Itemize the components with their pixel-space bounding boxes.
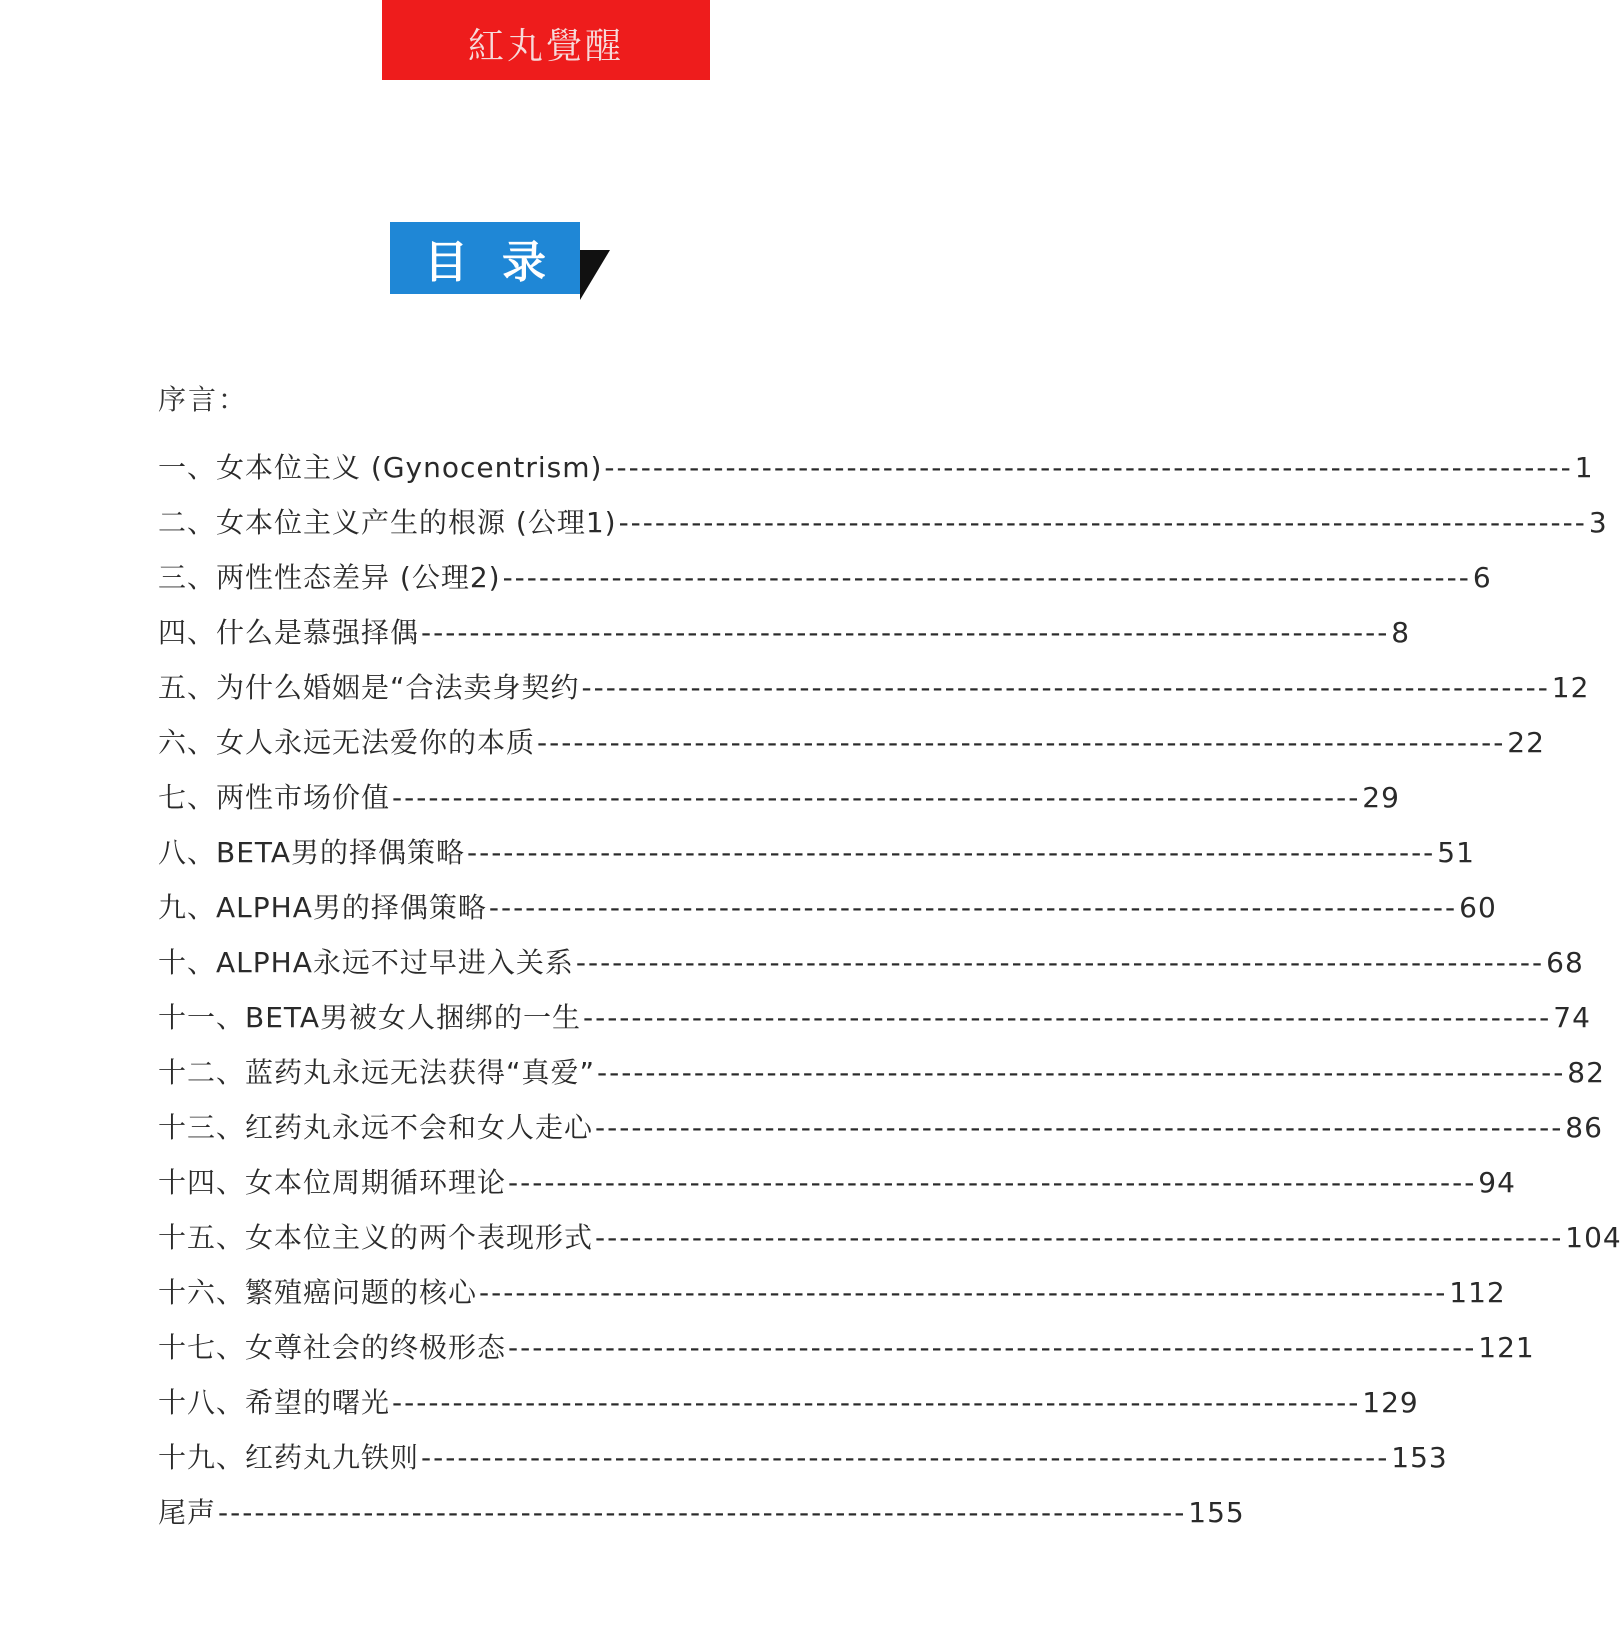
- toc-entry[interactable]: [158, 1436, 1448, 1491]
- toc-entry-page: 82: [1567, 1056, 1605, 1089]
- toc-entry-title: 十七、女尊社会的终极形态: [158, 1331, 507, 1364]
- toc-entry-title: 八、BETA男的择偶策略: [158, 836, 465, 869]
- toc-entry-title: 二、女本位主义产生的根源 (公理1): [158, 506, 617, 539]
- toc-entry-page: 112: [1449, 1276, 1506, 1309]
- toc-entry-title: 九、ALPHA男的择偶策略: [158, 891, 487, 924]
- toc-entry[interactable]: [158, 1381, 1419, 1436]
- toc-entry-title: 十四、女本位周期循环理论: [158, 1166, 507, 1199]
- toc-dot-leader: --------------------------------------------------------------------------------: [421, 1441, 1390, 1474]
- toc-dot-leader: --------------------------------------------------------------------------------: [508, 1166, 1477, 1199]
- toc-entry-page: 153: [1391, 1441, 1448, 1474]
- toc-entry-title: 四、什么是慕强择偶: [158, 616, 420, 649]
- toc-entry[interactable]: [158, 831, 1475, 886]
- toc-dot-leader: --------------------------------------------------------------------------------: [508, 1331, 1477, 1364]
- toc-entry[interactable]: [158, 1051, 1605, 1106]
- toc-entry[interactable]: [158, 996, 1591, 1051]
- toc-entry-title: 十六、繁殖癌问题的核心: [158, 1276, 478, 1309]
- toc-dot-leader: --------------------------------------------------------------------------------: [595, 1111, 1564, 1144]
- toc-entry-title: 七、两性市场价值: [158, 781, 391, 814]
- toc-entry[interactable]: [158, 556, 1492, 611]
- toc-entry-page: 12: [1551, 671, 1590, 704]
- toc-entry[interactable]: [158, 611, 1411, 666]
- toc-entry[interactable]: [158, 1491, 1245, 1546]
- toc-dot-leader: --------------------------------------------------------------------------------: [583, 1001, 1552, 1034]
- toc-entry[interactable]: [158, 666, 1590, 721]
- toc-dot-leader: --------------------------------------------------------------------------------: [218, 1496, 1187, 1529]
- toc-entry-title: 一、女本位主义 (Gynocentrism): [158, 451, 603, 484]
- toc-entry-page: 121: [1478, 1331, 1535, 1364]
- toc-heading-badge: [390, 222, 610, 300]
- toc-dot-leader: --------------------------------------------------------------------------------: [467, 836, 1436, 869]
- toc-entry[interactable]: [158, 1106, 1603, 1161]
- toc-entry[interactable]: [158, 1326, 1535, 1381]
- toc-entry[interactable]: [158, 886, 1497, 941]
- toc-entry-page: 6: [1472, 561, 1492, 594]
- toc-entry[interactable]: [158, 446, 1594, 501]
- toc-entry[interactable]: [158, 1161, 1516, 1216]
- toc-entry-title: 五、为什么婚姻是“合法卖身契约: [158, 671, 580, 704]
- toc-entry-title: 尾声: [158, 1496, 217, 1529]
- toc-dot-leader: --------------------------------------------------------------------------------: [575, 946, 1545, 979]
- toc-entry[interactable]: [158, 1271, 1506, 1326]
- toc-entry-title: 六、女人永远无法爱你的本质: [158, 726, 536, 759]
- header-title: 紅丸覺醒: [467, 25, 624, 67]
- preface-label: 序言：: [158, 383, 249, 416]
- toc-entry-page: 1: [1574, 451, 1594, 484]
- toc-dot-leader: --------------------------------------------------------------------------------: [581, 671, 1550, 704]
- toc-entry-page: 94: [1478, 1166, 1516, 1199]
- toc-heading-label: 目录: [424, 237, 580, 288]
- toc-dot-leader: --------------------------------------------------------------------------------: [488, 891, 1458, 924]
- toc-entry-page: 86: [1565, 1111, 1603, 1144]
- toc-entry-page: 51: [1437, 836, 1475, 869]
- table-of-contents: [158, 446, 1622, 1546]
- toc-entry-title: 十一、BETA男被女人捆绑的一生: [158, 1001, 581, 1034]
- toc-entry[interactable]: [158, 501, 1608, 556]
- toc-entry-title: 十五、女本位主义的两个表现形式: [158, 1221, 594, 1254]
- toc-entry[interactable]: [158, 1216, 1622, 1271]
- toc-entry-page: 129: [1362, 1386, 1419, 1419]
- toc-dot-leader: --------------------------------------------------------------------------------: [604, 451, 1573, 484]
- toc-entry-title: 十二、蓝药丸永远无法获得“真爱”: [158, 1056, 596, 1089]
- toc-entry-page: 22: [1507, 726, 1545, 759]
- toc-entry-page: 74: [1553, 1001, 1591, 1034]
- header-banner: [382, 0, 710, 80]
- toc-entry-title: 十八、希望的曙光: [158, 1386, 391, 1419]
- toc-dot-leader: --------------------------------------------------------------------------------: [421, 616, 1390, 649]
- toc-entry-title: 十、ALPHA永远不过早进入关系: [158, 946, 574, 979]
- toc-dot-leader: --------------------------------------------------------------------------------: [502, 561, 1471, 594]
- toc-dot-leader: --------------------------------------------------------------------------------: [595, 1221, 1564, 1254]
- toc-entry[interactable]: [158, 941, 1584, 996]
- toc-entry-title: 十三、红药丸永远不会和女人走心: [158, 1111, 594, 1144]
- toc-dot-leader: --------------------------------------------------------------------------------: [537, 726, 1506, 759]
- toc-entry-page: 155: [1188, 1496, 1245, 1529]
- toc-entry-page: 104: [1565, 1221, 1622, 1254]
- toc-dot-leader: --------------------------------------------------------------------------------: [618, 506, 1587, 539]
- toc-entry[interactable]: [158, 721, 1545, 776]
- toc-entry-title: 三、两性性态差异 (公理2): [158, 561, 501, 594]
- toc-entry-page: 8: [1391, 616, 1411, 649]
- toc-dot-leader: --------------------------------------------------------------------------------: [392, 781, 1361, 814]
- toc-entry[interactable]: [158, 776, 1400, 831]
- toc-dot-leader: --------------------------------------------------------------------------------: [392, 1386, 1361, 1419]
- toc-entry-page: 60: [1459, 891, 1497, 924]
- toc-entry-title: 十九、红药丸九铁则: [158, 1441, 420, 1474]
- toc-heading-box: [390, 222, 580, 294]
- toc-entry-page: 29: [1362, 781, 1400, 814]
- toc-dot-leader: --------------------------------------------------------------------------------: [597, 1056, 1566, 1089]
- toc-entry-page: 68: [1546, 946, 1584, 979]
- toc-entry-page: 3: [1588, 506, 1608, 539]
- toc-dot-leader: --------------------------------------------------------------------------------: [479, 1276, 1448, 1309]
